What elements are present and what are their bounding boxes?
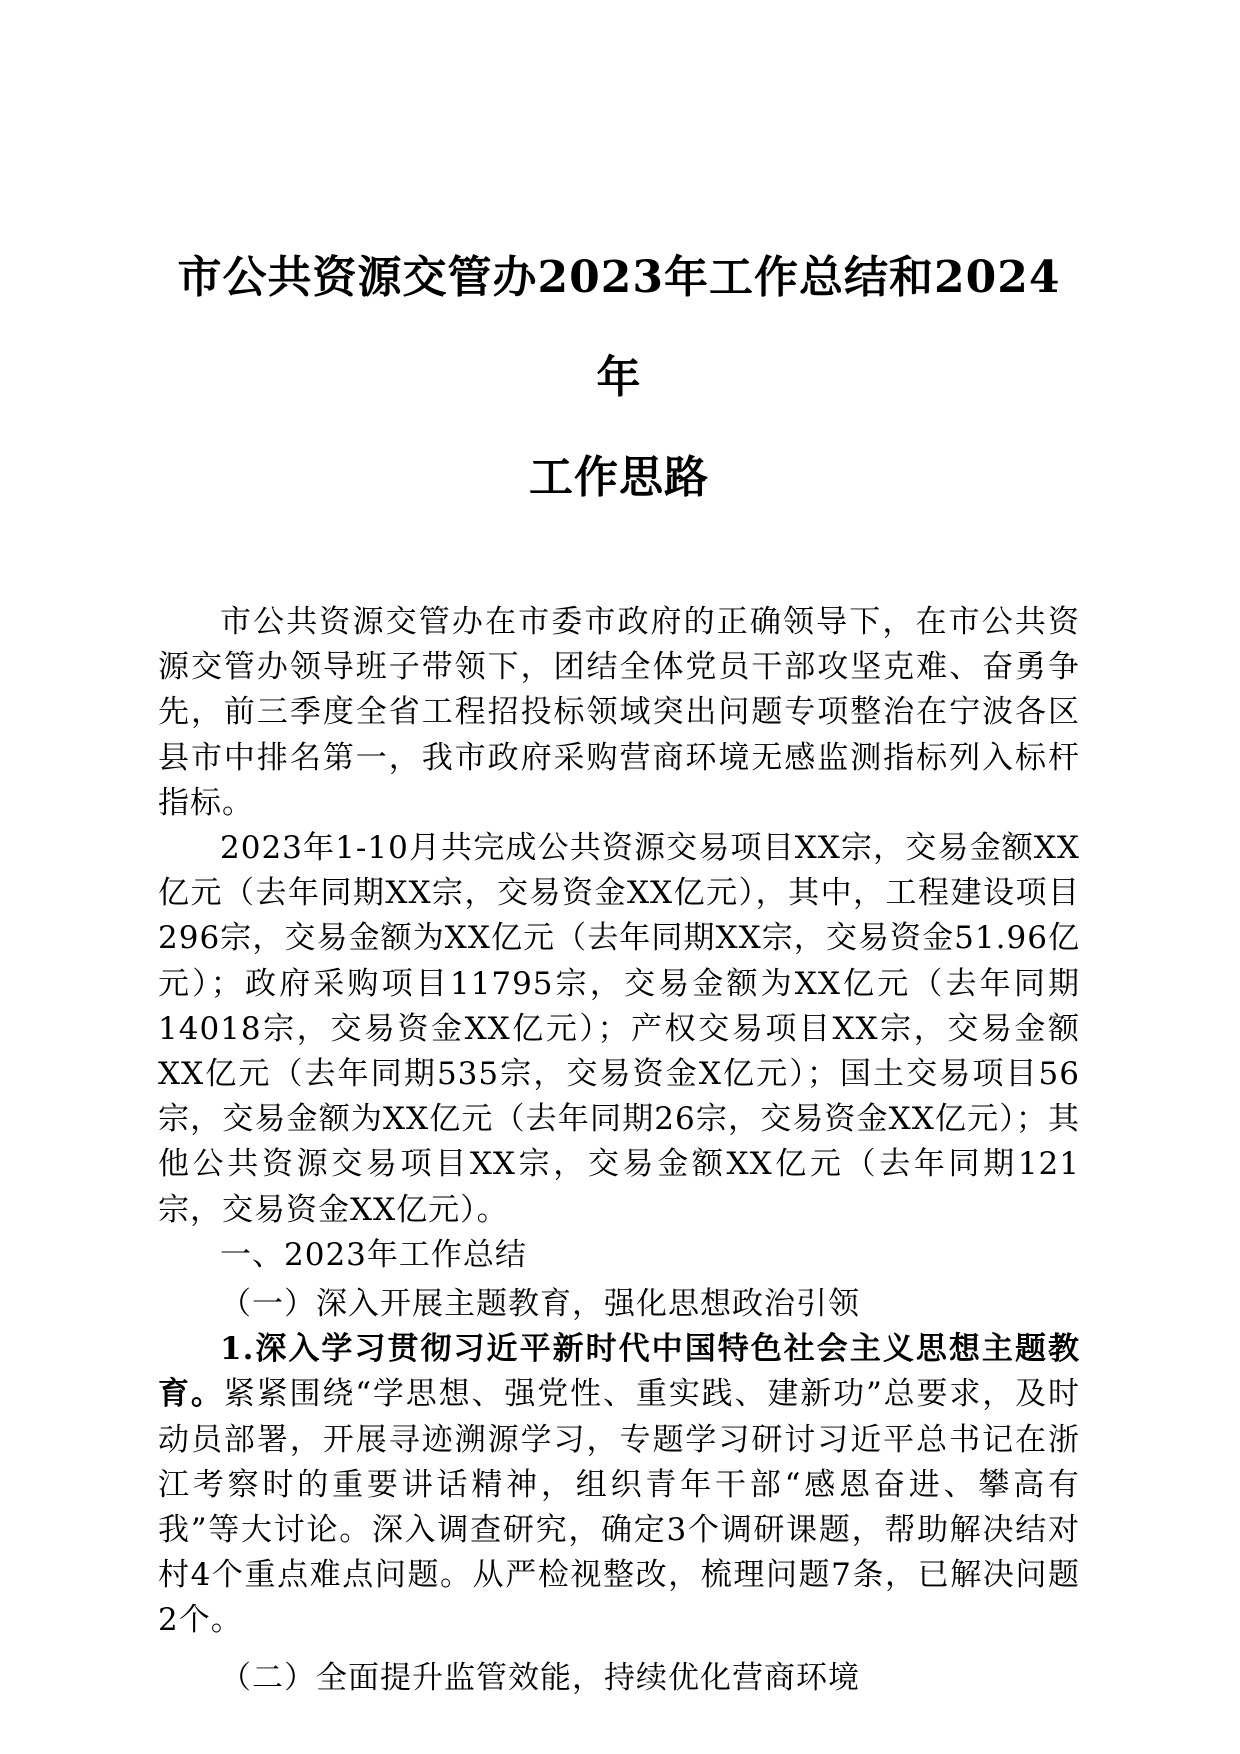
section-heading-1: 一、2023年工作总结	[220, 1236, 527, 1273]
intro-paragraph: 市公共资源交管办在市委市政府的正确领导下，在市公共资源交管办领导班子带领下，团结全体党员干部攻坚克难、奋勇争先，前三季度全省工程招投标领域突出问题专项整治在宁波各区县市中排名第一，我市政府采购营商环境无感监测指标列入标杆指标。	[158, 604, 1080, 821]
document-body	[158, 600, 1080, 1701]
title-line-1: 市公共资源交管办2023年工作总结和2024年	[177, 252, 1061, 403]
document-page	[158, 0, 1080, 1701]
subsection-heading-2: （二）全面提升监管效能，持续优化营商环境	[220, 1659, 860, 1696]
title-line-2: 工作思路	[529, 452, 709, 503]
item-1-title: 1.深入学习贯彻习近平新时代中国特色社会主义思想主题教育。	[158, 1331, 1080, 1413]
statistics-paragraph: 2023年1-10月共完成公共资源交易项目XX宗，交易金额XX亿元（去年同期XX宗，交易资金XX亿元），其中，工程建设项目296宗，交易金额为XX亿元（去年同期XX宗，交易资金51.96亿元）；政府采购项目11795宗，交易金额为XX亿元（去年同期14018宗，交易资金XX亿元）；产权交易项目XX宗，交易金额XX亿元（去年同期535宗，交易资金X亿元）；国土交易项目56宗，交易金额为XX亿元（去年同期26宗，交易资金XX亿元）；其他公共资源交易项目XX宗，交易金额XX亿元（去年同期121宗，交易资金XX亿元）。	[158, 830, 1080, 1228]
document-title	[158, 228, 1080, 528]
subsection-heading-1: （一）深入开展主题教育，强化思想政治引领	[220, 1286, 860, 1323]
item-1-body: 紧紧围绕“学思想、强党性、重实践、建新功”总要求，及时动员部署，开展寻迹溯源学习，专题学习研讨习近平总书记在浙江考察时的重要讲话精神，组织青年干部“感恩奋进、攀高有我”等大讨论。深入调查研究，确定3个调研课题，帮助解决结对村4个重点难点问题。从严检视整改，梳理问题7条，已解决问题2个。	[158, 1376, 1081, 1639]
item-1-paragraph	[158, 1327, 1080, 1643]
